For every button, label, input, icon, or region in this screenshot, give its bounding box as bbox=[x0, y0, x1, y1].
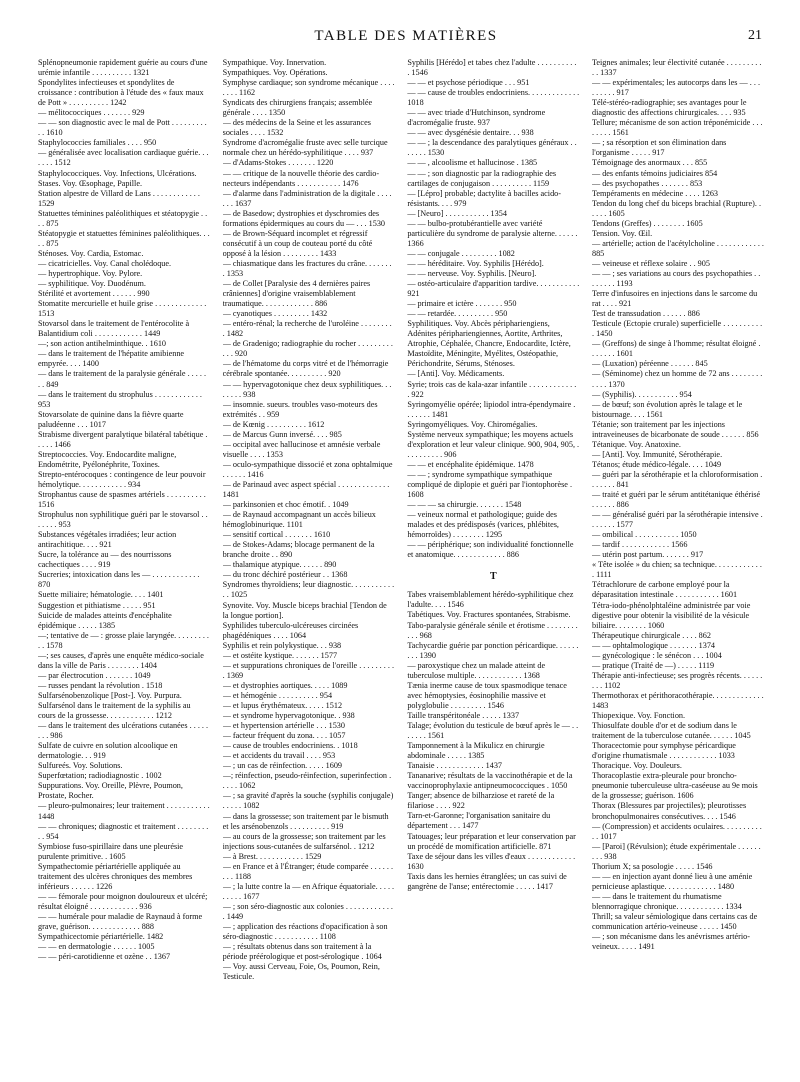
index-entry: — gynécologique : le sénécon . . . 1004 bbox=[591, 650, 722, 660]
index-entry: — — péri-carotidienne et ozène . . 1367 bbox=[38, 952, 171, 962]
index-entry: — des médecins de la Seine et les assurances sociales . . . . 1532 bbox=[222, 118, 371, 138]
index-entry: — cyanotiques . . . . . . . . . 1432 bbox=[222, 309, 328, 319]
index-entry: — — fémorale pour moignon douloureux et ulcéré; résultat éloigné . . . . . . . . . . . . 936 bbox=[38, 891, 208, 911]
index-entry: Tænia inerme cause de toux spasmodique tenace avec hémoptysies, éosinophilie massive et polyglobulie . . . . . . . . . 1546 bbox=[407, 680, 567, 710]
index-entry: — par électrocution . . . . . . . 1049 bbox=[38, 670, 151, 680]
index-entry: — artérielle; action de l'acétylcholine . . . . . . . . . . . . 885 bbox=[591, 238, 764, 258]
index-entry: — — , alcoolisme et hallucinose . 1385 bbox=[407, 158, 538, 168]
index-entry: — — — sa chirurgie. . . . . . . 1548 bbox=[407, 500, 522, 510]
page-number: 21 bbox=[748, 28, 762, 43]
index-entry: — dans la grossesse; son traitement par le bismuth et les arsénobenzols . . . . . . . . . . 919 bbox=[222, 811, 389, 831]
index-entry: — [Anti]. Voy. Immunité, Sérothérapie. bbox=[591, 449, 723, 459]
index-entry: — généralisée avec localisation cardiaque guérie. . . . . . . 1512 bbox=[38, 148, 209, 168]
index-entry: — (Séminome) chez un homme de 72 ans . . . . . . . . . . . . 1370 bbox=[591, 369, 763, 389]
index-entry: — ; un cas de réinfection. . . . . 1609 bbox=[222, 761, 343, 771]
index-entry: — d'Adams-Stokes . . . . . . . 1220 bbox=[222, 158, 334, 168]
index-entry: — de Marcus Gunn inversé. . . . 985 bbox=[222, 429, 342, 439]
index-entry: — hypertrophique. Voy. Pylore. bbox=[38, 268, 143, 278]
index-entry: Tendon du long chef du biceps brachial (Rupture). . . . . . 1605 bbox=[591, 198, 762, 218]
index-columns bbox=[38, 58, 764, 1066]
index-entry: Thorax (Blessures par projectiles); pleurotisses bronchopulmonaires consécutives. . . . 1546 bbox=[591, 801, 747, 821]
index-entry: — — avec dysgénésie dentaire. . . 938 bbox=[407, 128, 534, 138]
index-entry: Sucreries; intoxication dans les — . . . . . . . . . . . . 870 bbox=[38, 570, 200, 590]
index-entry: — — expérimentales; les autocorps dans les — . . . . . . . . . 917 bbox=[591, 78, 761, 98]
index-entry: — veineux normal et pathologique; guide des malades et des prédisposés (varices, phlébites, hémorroïdes) . . . . . . . . 1295 bbox=[407, 510, 559, 540]
index-entry: — — et encéphalite épidémique. 1478 bbox=[407, 459, 534, 469]
index-entry: — des psychopathes . . . . . . . 853 bbox=[591, 178, 703, 188]
index-entry: Test de transsudation . . . . . . 886 bbox=[591, 309, 700, 319]
index-entry: —; tentative de — : grosse plaie laryngée. . . . . . . . . . . 1578 bbox=[38, 630, 209, 650]
index-entry: Taxe de séjour dans les villes d'eaux . . . . . . . . . . . . 1630 bbox=[407, 851, 576, 871]
index-entry: « Tête isolée » du chien; sa technique. . . . . . . . . . . . . 1111 bbox=[591, 560, 762, 580]
index-entry: Sulfate de cuivre en solution alcoolique en dermatologie. . . 919 bbox=[38, 741, 178, 761]
index-entry: — — conjugale . . . . . . . . . 1082 bbox=[407, 248, 515, 258]
index-entry: Tétanos; étude médico-légale. . . . 1049 bbox=[591, 459, 722, 469]
index-entry: — ; résultats obtenus dans son traitement à la période préérologique et post-sérologique . 1064 bbox=[222, 942, 382, 962]
index-entry: —; réinfection, pseudo-réinfection, superinfection . . . . . 1062 bbox=[222, 771, 392, 791]
index-entry: Symphyse cardiaque; son syndrome mécanique . . . . . . . . 1162 bbox=[222, 78, 395, 98]
index-entry: Stomatite mercurielle et huile grise . . . . . . . . . . . . . 1513 bbox=[38, 299, 207, 319]
index-entry: Tarn-et-Garonne; l'organisation sanitaire du département . . . 1477 bbox=[407, 811, 551, 831]
index-entry: — guéri par la sérothérapie et la chloroformisation . . . . . . . 841 bbox=[591, 469, 763, 489]
index-entry: Sympathicectomie périartérielle. 1482 bbox=[38, 932, 164, 942]
index-entry: — ombilical . . . . . . . . . . . 1050 bbox=[591, 530, 697, 540]
index-entry: — — ; son diagnostic par la radiographie des cartilages de conjugaison . . . . . . . . . . 1159 bbox=[407, 168, 557, 188]
index-entry: Taxis dans les hernies étranglées; un cas suivi de gangrène de l'anse; entérectomie . . . . . 1417 bbox=[407, 871, 567, 891]
index-column-1 bbox=[38, 58, 210, 1066]
index-entry: Tachycardie guérie par ponction péricardique. . . . . . . . . 1390 bbox=[407, 640, 579, 660]
index-entry: Syrie; trois cas de kala-azar infantile . . . . . . . . . . . . . 922 bbox=[407, 379, 577, 399]
index-entry: Sympathiques. Voy. Opérations. bbox=[222, 68, 328, 78]
index-entry: — [Anti]. Voy. Médicaments. bbox=[407, 369, 505, 379]
section-letter: T bbox=[489, 571, 497, 583]
index-entry: Strepto-entérocoques : contingence de leur pouvoir hémolytique. . . . . . . . . . . . 934 bbox=[38, 469, 206, 489]
index-entry: Télé-stéréo-radiographie; ses avantages pour le diagnostic des affections chirurgicales. . . . 935 bbox=[591, 98, 747, 118]
index-entry: — — généralisé guéri par la sérothérapie intensive . . . . . . . 1577 bbox=[591, 510, 763, 530]
index-entry: Stéatopygie et statuettes féminines paléolithiques. . . . . 875 bbox=[38, 228, 210, 248]
index-entry: Syringomyélie opérée; lipiodol intra-épendymaire . . . . . . . 1481 bbox=[407, 399, 576, 419]
index-entry: — et suppurations chroniques de l'oreille . . . . . . . . . . 1369 bbox=[222, 660, 394, 680]
index-entry: — de Basedow; dystrophies et dyschromies des formations épidermiques au cours du — . . . 1530 bbox=[222, 208, 386, 228]
index-entry: Sulfureés. Voy. Solutions. bbox=[38, 761, 123, 771]
index-entry: Teignes animales; leur électivité cutanée . . . . . . . . . . . 1337 bbox=[591, 58, 762, 78]
index-entry: — facteur fréquent du zona. . . . 1057 bbox=[222, 731, 346, 741]
index-entry: — — ophtalmologique . . . . . . . 1374 bbox=[591, 640, 716, 650]
index-entry: — — ; la descendance des paralytiques généraux . . . . . . . 1530 bbox=[407, 138, 577, 158]
index-entry: Strophantus cause de spasmes artériels . . . . . . . . . . 1516 bbox=[38, 490, 206, 510]
index-entry: Spondylites infectieuses et spondylites de croissance : contribution à l'étude des « faux maux de Pott » . . . . . . . . . . 1242 bbox=[38, 78, 204, 108]
index-entry: — des enfants témoins judiciaires 854 bbox=[591, 168, 718, 178]
index-entry: — (Syphilis). . . . . . . . . . . 954 bbox=[591, 389, 692, 399]
index-entry: — syphilitique. Voy. Duodénum. bbox=[38, 279, 146, 289]
index-entry: — de bœuf; son évolution après le talage et le bistournage. . . . 1561 bbox=[591, 399, 743, 419]
index-entry: — (Greffons) de singe à l'homme; résultat éloigné . . . . . . . 1601 bbox=[591, 339, 761, 359]
index-entry: — [Paroi] (Révulsion); étude expérimentale . . . . . . . . . 938 bbox=[591, 841, 761, 861]
index-entry: — — cause de troubles endocriniens. . . . . . . . . . . . . 1018 bbox=[407, 88, 580, 108]
index-entry: — — et psychose périodique . . . 951 bbox=[407, 78, 530, 88]
index-entry: — de Gradenigo; radiographie du rocher . . . . . . . . . . . . 920 bbox=[222, 339, 393, 359]
index-entry: Strabisme divergent paralytique bilatéral tabétique . . . . . 1466 bbox=[38, 429, 208, 449]
index-entry: — de Stokes-Adams; blocage permanent de la branche droite . . 890 bbox=[222, 540, 375, 560]
index-entry: — — périphérique; son individualité fonctionnelle et anatomique. . . . . . . . . . . . . 886 bbox=[407, 540, 574, 560]
index-entry: — de Collet [Paralysie des 4 dernières paires crâniennes] d'origine vraisemblablement traumatique. . . . . . . . . . . . . 886 bbox=[222, 279, 371, 309]
index-entry: Sucre, la tolérance au — des nourrissons cachectiques . . . . 919 bbox=[38, 550, 172, 570]
index-entry: Tamponnement à la Mikulicz en chirurgie abdominale . . . . . 1385 bbox=[407, 741, 545, 761]
index-entry: — d'alarme dans l'administration de la digitale . . . . . . . 1637 bbox=[222, 188, 392, 208]
index-entry: — ostéo-articulaire d'apparition tardive. . . . . . . . . . . 921 bbox=[407, 279, 580, 299]
index-entry: Thiosulfate double d'or et de sodium dans le traitement de la tuberculose cutanée. . . . . . 1045 bbox=[591, 721, 751, 741]
index-entry: Tétanie; son traitement par les injections intraveineuses de bicarbonate de soude . . . . . . 856 bbox=[591, 419, 759, 439]
index-entry: — dans le traitement de l'hépatite amibienne empyrée. . . . 1400 bbox=[38, 349, 185, 369]
index-entry: — — critique de la nouvelle théorie des cardio-necteurs indépendants . . . . . . . . . . . 1476 bbox=[222, 168, 380, 188]
index-entry: Statuettes téminines paléolithiques et stéatopygie . . . . 875 bbox=[38, 208, 208, 228]
index-entry: — utérin post partum. . . . . . . 917 bbox=[591, 550, 704, 560]
index-entry: Staphylococciques. Voy. Infections, Ulcérations. bbox=[38, 168, 197, 178]
index-entry: Tension. Voy. Œil. bbox=[591, 228, 653, 238]
index-entry: — — son diagnostic avec le mal de Pott . . . . . . . . . . . 1610 bbox=[38, 118, 207, 138]
index-entry: — parkinsonien et choc émotif. . 1049 bbox=[222, 500, 349, 510]
index-entry: — oculo-sympathique dissocié et zona ophtalmique . . . . . . 1416 bbox=[222, 459, 393, 479]
index-entry: — pratique (Traité de —) . . . . . 1119 bbox=[591, 660, 715, 670]
index-entry: — paroxystique chez un malade atteint de tuberculose multiple. . . . . . . . . . . . 1368 bbox=[407, 660, 546, 680]
index-entry: — pleuro-pulmonaires; leur traitement . . . . . . . . . . . 1448 bbox=[38, 801, 210, 821]
index-entry: Synovite. Voy. Muscle biceps brachial [Tendon de la longue portion]. bbox=[222, 600, 387, 620]
index-entry: Talage; évolution du testicule de bœuf après le — . . . . . . . 1561 bbox=[407, 721, 579, 741]
index-entry: — dans le traitement des ulcérations cutanées . . . . . . . . 986 bbox=[38, 721, 209, 741]
index-entry: Syphilitiques. Voy. Abcès périphariengiens, Adénites périphariengiennes, Aortite, Arthrites, Atrophie, Céphalée, Chancre, Endocardite, Ictère, Mastoïdite, Méningite, Myélites, Ostéopathie, Périchondrite, Sérums, Sténoses. bbox=[407, 319, 571, 369]
index-entry: — ; la lutte contre la — en Afrique équatoriale. . . . . . . . . . 1677 bbox=[222, 881, 395, 901]
index-entry: — de Kœnig . . . . . . . . . . 1612 bbox=[222, 419, 325, 429]
index-entry: Staphylococcies familiales . . . . 950 bbox=[38, 138, 157, 148]
index-entry: Thoracoplastie extra-pleurale pour broncho-pneumonie tuberculeuse ultra-caséeuse au 9e mois de la grossesse; guérison. 1606 bbox=[591, 771, 758, 801]
index-entry: Tendons (Greffes) . . . . . . . . 1605 bbox=[591, 218, 703, 228]
index-entry: — Voy. aussi Cerveau, Foie, Os, Poumon, Rein, Testicule. bbox=[222, 962, 380, 982]
index-entry: — (Luxation) péréenne . . . . . . 845 bbox=[591, 359, 708, 369]
index-entry: — russes pendant la révolution . 1518 bbox=[38, 680, 163, 690]
index-entry: Stovarsol dans le traitement de l'entérocolite à Balantidium coli . . . . . . . . . . . . 1449 bbox=[38, 319, 190, 339]
index-entry: — du tronc déchiré postérieur . . 1368 bbox=[222, 570, 348, 580]
index-entry: — — bulbo-protubérantielle avec variété particulière du syndrome de paralysie alterne. . . . . . 1366 bbox=[407, 218, 578, 248]
index-entry: Stérilité et avortement . . . . . . 990 bbox=[38, 289, 150, 299]
index-entry: Syphilis et rein polykystique. . . 938 bbox=[222, 640, 342, 650]
index-entry: — dans le traitement du strophulus . . . . . . . . . . . . 953 bbox=[38, 389, 202, 409]
index-entry: Tabo-paralysie générale sénile et érotisme . . . . . . . . . . . 968 bbox=[407, 620, 578, 640]
index-entry: — — ; syndrome sympathique sympathique compliqué de diplopie et guéri par l'iontophorèse . 1608 bbox=[407, 469, 573, 500]
index-entry: Thoracique. Voy. Douleurs. bbox=[591, 761, 682, 771]
index-entry: Symbiose fuso-spirillaire dans une pleurésie purulente primitive. . 1605 bbox=[38, 841, 184, 861]
index-entry: — entéro-rénal; la recherche de l'uroléine . . . . . . . . . 1482 bbox=[222, 319, 392, 339]
index-entry: Terre d'infusoires en injections dans le sarcome du rat . . . . 921 bbox=[591, 289, 758, 309]
index-entry: — sensitif cortical . . . . . . . 1610 bbox=[222, 530, 331, 540]
index-entry: Sténoses. Voy. Cardia, Estomac. bbox=[38, 248, 144, 258]
index-entry: Splénopneumonie rapidement guérie au cours d'une urémie infantile . . . . . . . . . . 1321 bbox=[38, 58, 208, 78]
index-entry: — [Lépro] probable; dactylite à bacilles acido-résistants. . . . 979 bbox=[407, 188, 561, 208]
index-entry: Tempéraments en médecine . . . . 1263 bbox=[591, 188, 719, 198]
index-entry: Station alpestre de Villard de Lans . . . . . . . . . . . . 1529 bbox=[38, 188, 200, 208]
index-entry: — à Brest. . . . . . . . . . . . 1529 bbox=[222, 851, 322, 861]
index-entry: Sympathique. Voy. Innervation. bbox=[222, 58, 327, 67]
index-entry: Syphilides tuberculo-ulcéreuses circinées phagédéniques . . . . 1064 bbox=[222, 620, 359, 640]
index-entry: — tardif . . . . . . . . . . . . 1566 bbox=[591, 540, 688, 550]
index-entry: Thérapeutique chirurgicale . . . . 862 bbox=[591, 630, 711, 640]
index-column-4 bbox=[592, 58, 764, 1066]
index-entry: — chiasmatique dans les fractures du crâne. . . . . . . . 1353 bbox=[222, 258, 392, 278]
index-entry: — et hypertension artérielle . . . 1530 bbox=[222, 721, 345, 731]
index-entry: Syndrome d'acromégalie fruste avec selle turcique normale chez un hérédo-syphilitique . . . . 937 bbox=[222, 138, 388, 158]
index-entry: Thorium X; sa posologie . . . . . 1546 bbox=[591, 861, 713, 871]
index-entry: Sympathectomie périartérielle appliquée au traitement des ulcères chroniques des membres inférieurs . . . . . . 1226 bbox=[38, 861, 193, 891]
index-entry: — — hypervagotonique chez deux syphilitiques. . . . . . . . 938 bbox=[222, 379, 392, 399]
index-entry: — dans le traitement de la paralysie générale . . . . . . . 849 bbox=[38, 369, 207, 389]
index-entry: — de Brown-Séquard incomplet et régressif consécutif à un coup de couteau porté du côté opposé à la lésion . . . . . . . . . 1433 bbox=[222, 228, 373, 258]
index-entry: Tananarive; résultats de la vaccinothérapie et de la vaccinoprophylaxie antipneumococciques . 1050 bbox=[407, 771, 573, 791]
index-entry: Thermothorax et périthoracothérapie. . . . . . . . . . . . . 1483 bbox=[591, 690, 764, 710]
index-entry: — et lupus érythémateux. . . . . 1512 bbox=[222, 701, 343, 710]
index-entry: — thalamique atypique. . . . . . 890 bbox=[222, 560, 337, 570]
index-entry: — occipital avec hallucinose et amnésie verbale visuelle . . . . 1353 bbox=[222, 439, 381, 459]
index-entry: — et hémogénie . . . . . . . . . . 954 bbox=[222, 690, 333, 700]
index-entry: Témoignage des anormaux . . . 855 bbox=[591, 158, 708, 168]
index-entry: Strophulus non syphilitique guéri par le stovarsol . . . . . . . 953 bbox=[38, 510, 208, 530]
index-entry: — de Raynaud accompagnant un accès bilieux hémoglobinurique. 1101 bbox=[222, 510, 376, 530]
index-entry: Substances végétales irradiées; leur action antirachitique. . . . 921 bbox=[38, 530, 177, 550]
index-entry: — et ostéite kystique. . . . . . . 1577 bbox=[222, 650, 338, 660]
index-entry: Système nerveux sympathique; les moyens actuels d'exploration et leur valeur clinique. 900, 904, 905, . . . . . . . . . . 906 bbox=[407, 429, 580, 459]
index-entry: — cicatricielles. Voy. Canal cholédoque. bbox=[38, 258, 172, 268]
index-entry: — et dystrophies aortiques. . . . . 1089 bbox=[222, 680, 348, 690]
index-entry: — en France et à l'Étranger; étude comparée . . . . . . . . . 1188 bbox=[222, 861, 394, 881]
index-entry: Thérapie anti-infectieuse; ses progrès récents. . . . . . . . . 1102 bbox=[591, 670, 763, 690]
index-entry: Thrill; sa valeur sémiologique dans certains cas de communication artério-veineuse . . . . . 1450 bbox=[591, 911, 758, 932]
index-entry: — [Neuro] . . . . . . . . . . . 1354 bbox=[407, 208, 507, 218]
index-entry: — de Parinaud avec aspect spécial . . . . . . . . . . . . . 1481 bbox=[222, 479, 390, 500]
index-entry: Stovarsolate de quinine dans la fièvre quarte paludéenne . . . 1017 bbox=[38, 409, 184, 429]
index-entry: Syndicats des chirurgiens français; assemblée générale . . . . 1350 bbox=[222, 98, 373, 118]
index-entry: Testicule (Ectopie crurale) superficielle . . . . . . . . . . . 1450 bbox=[591, 319, 763, 339]
index-entry: — — dans le traitement du rhumatisme blennorragique chronique. . . . . . . . . . . . 1334 bbox=[591, 891, 742, 911]
index-entry: — de l'hématome du corps vitré et de l'hémorragie cérébrale spontanée. . . . . . . . . . 920 bbox=[222, 359, 389, 379]
index-entry: Sulfarsénol dans le traitement de la syphilis au cours de la grossesse. . . . . . . . . . . . 1212 bbox=[38, 701, 191, 721]
index-entry: — — chroniques; diagnostic et traitement . . . . . . . . . . 954 bbox=[38, 821, 209, 841]
index-entry: Suppurations. Voy. Oreille, Plèvre, Poumon, Prostate, Rocher. bbox=[38, 781, 183, 801]
index-entry: Tabes vraisemblablement hérédo-syphilitique chez l'adulte. . . . 1546 bbox=[407, 590, 574, 610]
page-header bbox=[50, 28, 762, 50]
index-entry: — (Compression) et accidents oculaires. . . . . . . . . . . . 1017 bbox=[591, 821, 762, 841]
index-entry: — cause de troubles endocriniens. . 1018 bbox=[222, 741, 358, 751]
index-entry: — — héréditaire. Voy. Syphilis [Hérédo]. bbox=[407, 258, 544, 268]
index-entry: Tabétiques. Voy. Fractures spontanées, Strabisme. bbox=[407, 610, 571, 620]
index-entry: Suette miliaire; hématologie. . . . 1401 bbox=[38, 590, 164, 600]
index-column-3 bbox=[407, 58, 579, 1066]
index-entry: — — en injection ayant donné lieu à une aménie pernicieuse aplastique. . . . . . . . . . . . . 1480 bbox=[591, 871, 753, 891]
index-entry: —; son action antihelminthique. . 1610 bbox=[38, 339, 167, 349]
index-entry: — ; son mécanisme dans les anévrismes artério-veineux. . . . . 1491 bbox=[591, 932, 750, 952]
index-entry: Tétrachlorure de carbone employé pour la déparasitation intestinale . . . . . . . . . . . 1601 bbox=[591, 580, 738, 600]
index-column-2 bbox=[223, 58, 395, 1066]
index-entry: Tellure; mécanisme de son action tréponémicide . . . . . . . . 1561 bbox=[591, 118, 763, 138]
index-entry: Tétra-iodo-phénolphtaléine administrée par voie digestive pour obtenir la visibilité de la vésicule biliaire. . . . . . . . 1060 bbox=[591, 600, 751, 630]
index-entry: — primaire et ictère . . . . . . . 950 bbox=[407, 299, 517, 309]
index-entry: — et accidents du travail . . . . 953 bbox=[222, 751, 336, 761]
index-entry: — — humérale pour maladie de Raynaud à forme grave, guérison. . . . . . . . . . . . . 888 bbox=[38, 911, 203, 932]
index-entry: Thoracectomie pour symphyse péricardique d'origine rhumatismale . . . . . . . . . . . . 1033 bbox=[591, 741, 736, 761]
index-entry: Syringomyéliques. Voy. Chiromégalies. bbox=[407, 419, 538, 429]
index-entry: Thiopexique. Voy. Fonction. bbox=[591, 711, 686, 721]
index-entry: Suicide de malades atteints d'encéphalite épidémique . . . . . 1385 bbox=[38, 610, 172, 630]
index-entry: Streptococcies. Voy. Endocardite maligne, Endométrite, Pyélonéphrite, Toxines. bbox=[38, 449, 177, 469]
page-title: TABLE DES MATIÈRES bbox=[314, 28, 498, 44]
index-entry: — mélitococciques . . . . . . . 929 bbox=[38, 108, 145, 118]
index-entry: —; ses causes, d'après une enquête médico-sociale dans la ville de Paris . . . . . . . . 1404 bbox=[38, 650, 204, 670]
index-entry: — ; sa gravité d'après la souche (syphilis conjugale) . . . . . 1082 bbox=[222, 791, 394, 811]
index-entry: Superfœtation; radiodiagnostic . 1002 bbox=[38, 771, 162, 781]
index-entry: Stases. Voy. Œsophage, Papille. bbox=[38, 178, 143, 188]
index-entry: Syphilis [Hérédo] et tabes chez l'adulte . . . . . . . . . . . 1546 bbox=[407, 58, 577, 78]
index-entry: — au cours de la grossesse; son traitement par les injections sous-cutanées de sulfarsénol. . 1212 bbox=[222, 831, 386, 851]
index-entry: Tétanique. Voy. Anatoxine. bbox=[591, 439, 681, 449]
index-entry: — — en dermatologie . . . . . . 1005 bbox=[38, 942, 155, 952]
index-entry: — veineuse et réflexe solaire . . 905 bbox=[591, 258, 710, 268]
index-entry: — — avec triade d'Hutchinson, syndrome d'acromégalie fruste. 937 bbox=[407, 108, 546, 128]
index-entry: — — nerveuse. Voy. Syphilis. [Neuro]. bbox=[407, 268, 537, 278]
index-entry: Tatouages; leur préparation et leur conservation par un procédé de momification artificielle. 871 bbox=[407, 831, 576, 851]
index-entry: — insomnie. sueurs. troubles vaso-moteurs des extrémités . . 959 bbox=[222, 399, 378, 419]
index-entry: Suggestion et pithiatisme . . . . . 951 bbox=[38, 600, 156, 610]
index-entry: Sulfarsénobenzolique [Post-]. Voy. Purpura. bbox=[38, 690, 182, 700]
index-entry: — ; sa résorption et son élimination dans l'organisme . . . . . 917 bbox=[591, 138, 727, 158]
index-entry: — et syndrome hypervagotonique. . 938 bbox=[222, 711, 355, 721]
index-entry: Taille transpéritonéale . . . . . 1337 bbox=[407, 710, 520, 720]
index-entry: — ; application des réactions d'opacification à son séro-diagnostic . . . . . . . . . . . 1108 bbox=[222, 922, 388, 942]
index-entry: Syndromes thyroïdiens; leur diagnostic. . . . . . . . . . . . . 1025 bbox=[222, 580, 395, 600]
index-entry: — traité et guéri par le sérum antitétanique éthérisé . . . . . . 886 bbox=[591, 490, 761, 510]
index-entry: Tanaisie . . . . . . . . . . . . 1437 bbox=[407, 761, 503, 771]
index-entry: — ; son séro-diagnostic aux colonies . . . . . . . . . . . . . 1449 bbox=[222, 901, 393, 921]
index-entry: Tanger; absence de bilharziose et rareté de la filariose . . . . 922 bbox=[407, 791, 555, 811]
index-entry: — — retardée. . . . . . . . . . 950 bbox=[407, 309, 508, 319]
index-entry: — — ; ses variations au cours des psychopathies . . . . . . . . 1193 bbox=[591, 268, 761, 289]
